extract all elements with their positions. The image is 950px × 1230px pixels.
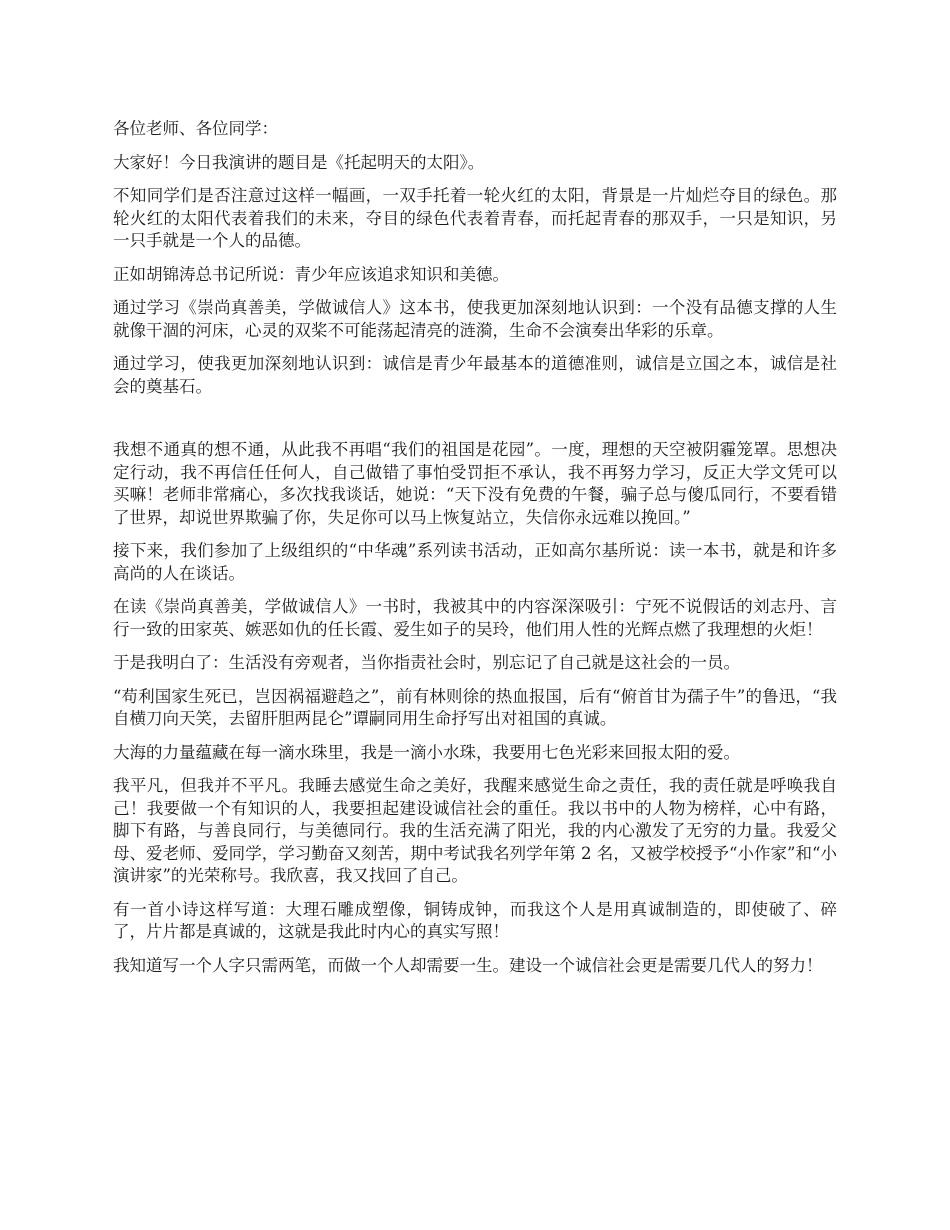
salutation: 各位老师、各位同学： [113, 119, 278, 138]
paragraph: 通过学习《崇尚真善美，学做诚信人》这本书，使我更加深刻地认识到：一个没有品德支撑的人生就像干涸的河床，心灵的双桨不可能荡起清亮的涟漪，生命不会演奏出华彩的乐章。 [113, 298, 837, 340]
document-page [113, 118, 837, 988]
paragraph: 大海的力量蕴藏在每一滴水珠里，我是一滴小水珠，我要用七色光彩来回报太阳的爱。 [113, 742, 740, 762]
paragraph: 有一首小诗这样写道：大理石雕成塑像，铜铸成钟，而我这个人是用真诚制造的，即使破了、碎了，片片都是真诚的，这就是我此时内心的真实写照！ [113, 899, 837, 941]
paragraph: 我平凡，但我并不平凡。我睡去感觉生命之美好，我醒来感觉生命之责任，我的责任就是呼唤我自己！我要做一个有知识的人，我要担起建设诚信社会的重任。我以书中的人物为榜样，心中有路，脚下有路，与善良同行，与美德同行。我的生活充满了阳光，我的内心激发了无穷的力量。我爱父母、爱老师、爱同学，学习勤奋又刻苦，期中考试我名列学年第 2 名，又被学校授予“小作家”和“小演讲家”的光荣称号。我欣喜，我又找回了自己。 [113, 776, 837, 885]
paragraph: 于是我明白了：生活没有旁观者，当你指责社会时，别忘记了自己就是这社会的一员。 [113, 653, 740, 672]
paragraph: 我想不通真的想不通，从此我不再唱“我们的祖国是花园”。一度，理想的天空被阴霾笼罩。思想决定行动，我不再信任任何人，自己做错了事怕受罚拒不承认，我不再努力学习，反正大学文凭可以买嘛！老师非常痛心，多次找我谈话，她说：“天下没有免费的午餐，骗子总与傻瓜同行，不要看错了世界，却说世界欺骗了你，失足你可以马上恢复站立，失信你永远难以挽回。” [113, 440, 837, 527]
paragraph: 不知同学们是否注意过这样一幅画，一双手托着一轮火红的太阳，背景是一片灿烂夺目的绿色。那轮火红的太阳代表着我们的未来，夺目的绿色代表着青春，而托起青春的那双手，一只是知识，另一只手就是一个人的品德。 [113, 186, 837, 250]
paragraph: 通过学习，使我更加深刻地认识到：诚信是青少年最基本的道德准则，诚信是立国之本，诚信是社会的奠基石。 [113, 354, 837, 396]
paragraph: 在读《崇尚真善美，学做诚信人》一书时，我被其中的内容深深吸引：宁死不说假话的刘志丹、言行一致的田家英、嫉恶如仇的任长霞、爱生如子的吴玲，他们用人性的光辉点燃了我理想的火炬！ [113, 597, 837, 639]
paragraph: 大家好！今日我演讲的题目是《托起明天的太阳》。 [113, 152, 485, 172]
paragraph: 正如胡锦涛总书记所说：青少年应该追求知识和美德。 [113, 264, 509, 284]
section-gap [113, 409, 837, 439]
paragraph: 我知道写一个人字只需两笔，而做一个人却需要一生。建设一个诚信社会更是需要几代人的努力！ [113, 955, 823, 975]
paragraph: 接下来，我们参加了上级组织的“中华魂”系列读书活动，正如高尔基所说：读一本书，就是和许多高尚的人在谈话。 [113, 541, 837, 583]
paragraph: “苟利国家生死已，岂因祸福避趋之”，前有林则徐的热血报国，后有“俯首甘为孺子牛”的鲁迅，“我自横刀向天笑，去留肝胆两昆仑”谭嗣同用生命抒写出对祖国的真诚。 [113, 686, 837, 728]
